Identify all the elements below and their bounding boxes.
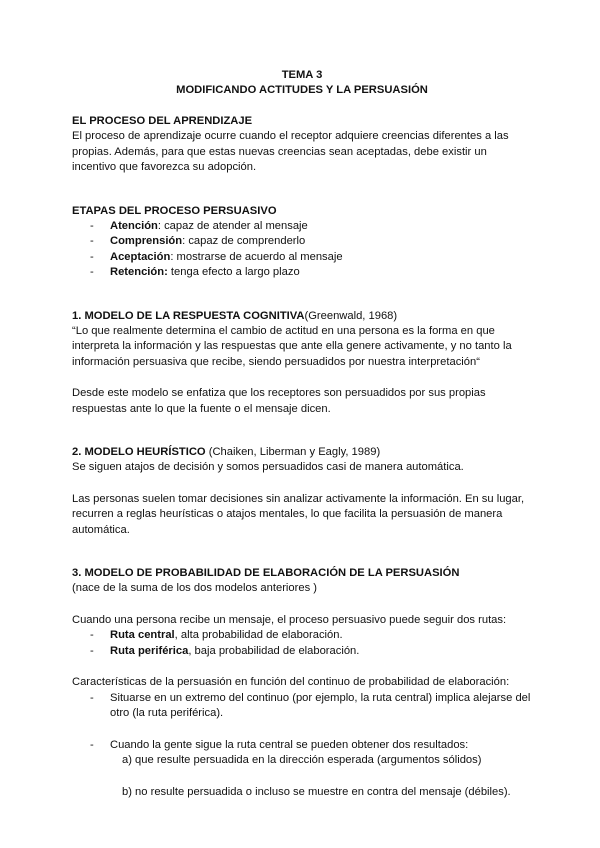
document-page [72,68,532,800]
section-heading-etapas: ETAPAS DEL PROCESO PERSUASIVO [72,204,277,217]
modelo1-citation: (Greenwald, 1968) [304,309,398,322]
document-title: MODIFICANDO ACTITUDES Y LA PERSUASIÓN [176,84,428,96]
resultado-a: a) que resulte persuadida en la dirección esperada (argumentos sólidos) [122,754,482,766]
etapas-list [72,219,532,281]
rutas-list [72,628,532,659]
modelo1-title: 1. MODELO DE LA RESPUESTA COGNITIVA [72,309,305,322]
list-item [72,250,532,266]
resultados-list [72,738,532,754]
list-item-term: Retención: [110,266,168,278]
list-item-desc: capaz de atender al mensaje [164,219,308,232]
list-item-separator: : [157,219,165,232]
section-heading-modelo2 [72,445,532,460]
section-heading-modelo1 [72,309,532,324]
list-item-term: Aceptación [110,250,171,263]
list-item-term: Comprensión [110,235,183,247]
topic-number: TEMA 3 [281,69,323,81]
list-item: - Situarse en un extremo del continuo (por ejemplo, la ruta central) implica alejarse del otro (la ruta periférica). [72,691,532,722]
list-item-term: Atención [110,219,158,232]
list-item-desc: mostrarse de acuerdo al mensaje [176,250,343,263]
list-item [72,234,532,250]
aprendizaje-paragraph: El proceso de aprendizaje ocurre cuando el receptor adquiere creencias diferentes a las propias. Además, para que estas nuevas creencias sean aceptadas, debe existir un incentivo que favorezca su adopción. [72,130,509,173]
list-item [72,265,532,281]
modelo1-quote: “Lo que realmente determina el cambio de actitud en una persona es la forma en que interpreta la información y las respuestas que ante ella genere activamente, y no tanto la información persuasiva que recibe, siendo persuadidos por nuestra interpretación“ [72,324,512,368]
list-item-term: Ruta central [110,629,175,641]
list-item-desc: , baja probabilidad de elaboración. [188,644,360,657]
list-item [72,219,532,235]
section-heading-modelo3: 3. MODELO DE PROBABILIDAD DE ELABORACIÓN DE LA PERSUASIÓN [72,567,460,579]
list-item: - Cuando la gente sigue la ruta central se pueden obtener dos resultados: [72,738,532,754]
list-item-desc: , alta probabilidad de elaboración. [174,629,343,641]
section-heading-aprendizaje: EL PROCESO DEL APRENDIZAJE [72,115,253,127]
modelo2-paragraph-2: Las personas suelen tomar decisiones sin analizar activamente la información. En su lugar, recurren a reglas heurísticas o atajos mentales, lo que facilita la persuasión de manera automática. [72,492,525,536]
modelo1-paragraph: Desde este modelo se enfatiza que los receptores son persuadidos por sus propias respuestas ante lo que la fuente o el mensaje dicen. [72,387,486,415]
modelo2-citation: (Chaiken, Liberman y Eagly, 1989) [205,446,381,458]
caracteristicas-list [72,691,532,722]
list-item [72,644,532,660]
list-item-separator: : [182,235,189,247]
list-item-desc: tenga efecto a largo plazo [170,266,300,278]
modelo3-intro: Cuando una persona recibe un mensaje, el proceso persuasivo puede seguir dos rutas: [72,613,507,626]
modelo3-caracteristicas: Características de la persuasión en función del continuo de probabilidad de elaboración: [72,676,510,688]
modelo2-title: 2. MODELO HEURÍSTICO [72,446,206,458]
list-item-separator: : [170,250,177,263]
list-item-desc: capaz de comprenderlo [188,235,306,247]
list-item-term: Ruta periférica [110,644,189,657]
modelo2-paragraph-1: Se siguen atajos de decisión y somos persuadidos casi de manera automática. [72,461,464,473]
modelo3-subtitle: (nace de la suma de los dos modelos anteriores ) [72,582,318,594]
list-item [72,628,532,644]
resultado-b: b) no resulte persuadida o incluso se muestre en contra del mensaje (débiles). [122,785,511,798]
